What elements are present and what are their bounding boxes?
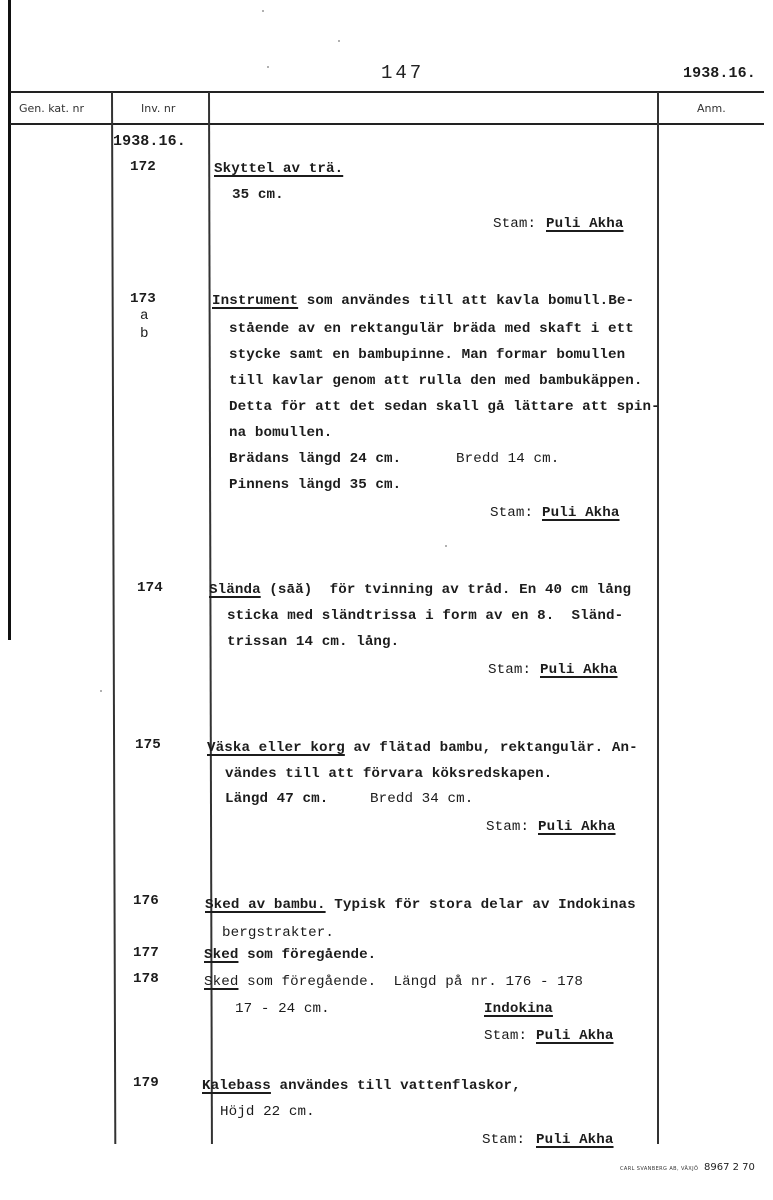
inv-number-176: 176 [133, 893, 159, 909]
entry-title-rest: Typisk för stora delar av Indokinas [325, 897, 636, 913]
inv-sub-b: b [140, 326, 149, 342]
page-number: 147 [381, 62, 425, 84]
printer-imprint: CARL SVANBERG AB, VÄXJÖ [620, 1166, 699, 1172]
entry-title-173: Instrument [212, 293, 299, 309]
entry-line: Höjd 22 cm. [220, 1104, 315, 1120]
entry-line: Detta för att det sedan skall gå lättare att spin- [229, 399, 660, 415]
stam-value: Puli Akha [538, 819, 616, 835]
entry-line: stående av en rektangulär bräda med skaft i ett [229, 321, 634, 337]
accession-prefix: 1938.16. [113, 133, 186, 150]
column-divider-inv [111, 92, 116, 1144]
measure-length: Längd 47 cm. [225, 791, 329, 807]
entry-line: bergstrakter. [222, 925, 334, 941]
entry-first-line-178 [204, 974, 583, 990]
stam-label: Stam: [493, 216, 537, 232]
scan-speck [100, 690, 102, 692]
entry-line: stycke samt en bambupinne. Man formar bomullen [229, 347, 626, 363]
column-header-gen-kat-nr: Gen. kat. nr [19, 102, 84, 115]
region-label: Indokina [484, 1001, 553, 1017]
entry-first-line-177 [204, 947, 376, 963]
measure-stick-length: Pinnens längd 35 cm. [229, 477, 402, 493]
stam-value: Puli Akha [546, 216, 624, 232]
entry-line: 35 cm. [232, 187, 284, 203]
entry-first-line-179 [202, 1078, 521, 1094]
stam-value: Puli Akha [540, 662, 618, 678]
column-header-inv-nr: Inv. nr [141, 102, 176, 115]
form-number: 8967 2 70 [704, 1162, 755, 1173]
entry-title-rest: som föregående. [238, 947, 377, 963]
stam-label: Stam: [484, 1028, 528, 1044]
inv-number-173: 173 [130, 291, 156, 307]
stam-value: Puli Akha [536, 1028, 614, 1044]
entry-title-rest: som föregående. Längd på nr. 176 - 178 [238, 974, 584, 990]
entry-title-178: Sked [204, 974, 239, 990]
left-margin-border [8, 0, 11, 640]
column-divider-anm [657, 92, 659, 1144]
measure-width: Bredd 34 cm. [370, 791, 474, 807]
entry-line: till kavlar genom att rulla den med bambukäppen. [229, 373, 643, 389]
entry-first-line-176 [205, 897, 636, 913]
inv-number-177: 177 [133, 945, 159, 961]
inv-number-175: 175 [135, 737, 161, 753]
entry-line: vändes till att förvara köksredskapen. [225, 766, 553, 782]
entry-title-176: Sked av bambu. [205, 897, 326, 913]
entry-title-rest: användes till vattenflaskor, [270, 1078, 521, 1094]
inv-number-179: 179 [133, 1075, 159, 1091]
entry-title-174: Slända [209, 582, 261, 598]
entry-line: na bomullen. [229, 425, 333, 441]
entry-title-rest: av flätad bambu, rektangulär. An- [344, 740, 638, 756]
stam-label: Stam: [488, 662, 532, 678]
stam-label: Stam: [490, 505, 534, 521]
accession-number-header: 1938.16. [683, 65, 756, 82]
entry-title-172: Skyttel av trä. [214, 161, 344, 177]
scan-speck [445, 545, 447, 547]
entry-title-179: Kalebass [202, 1078, 271, 1094]
measure-length: Brädans längd 24 cm. [229, 451, 402, 467]
stam-label: Stam: [486, 819, 530, 835]
header-bottom-rule [10, 123, 764, 125]
scan-speck [262, 10, 264, 12]
column-header-anm: Anm. [697, 102, 726, 115]
stam-label: Stam: [482, 1132, 526, 1148]
entry-first-line-175 [207, 740, 638, 756]
scan-speck [267, 66, 269, 68]
scan-speck [338, 40, 340, 42]
entry-line: sticka med sländtrissa i form av en 8. Sländ- [227, 608, 624, 624]
entry-title-177: Sked [204, 947, 239, 963]
entry-first-line-174 [209, 582, 631, 598]
inv-number-174: 174 [137, 580, 163, 596]
entry-title-rest: (sāă) för tvinning av tråd. En 40 cm lång [260, 582, 632, 598]
measure-width: Bredd 14 cm. [456, 451, 560, 467]
inv-sub-a: a [140, 308, 149, 324]
entry-title-rest: som användes till att kavla bomull.Be- [298, 293, 635, 309]
entry-title-175: Väska eller korg [207, 740, 345, 756]
entry-line: 17 - 24 cm. [235, 1001, 330, 1017]
header-top-rule [10, 91, 764, 93]
entry-first-line-173 [212, 293, 634, 309]
stam-value: Puli Akha [542, 505, 620, 521]
inv-number-172: 172 [130, 159, 156, 175]
inv-number-178: 178 [133, 971, 159, 987]
entry-line: trissan 14 cm. lång. [227, 634, 400, 650]
stam-value: Puli Akha [536, 1132, 614, 1148]
